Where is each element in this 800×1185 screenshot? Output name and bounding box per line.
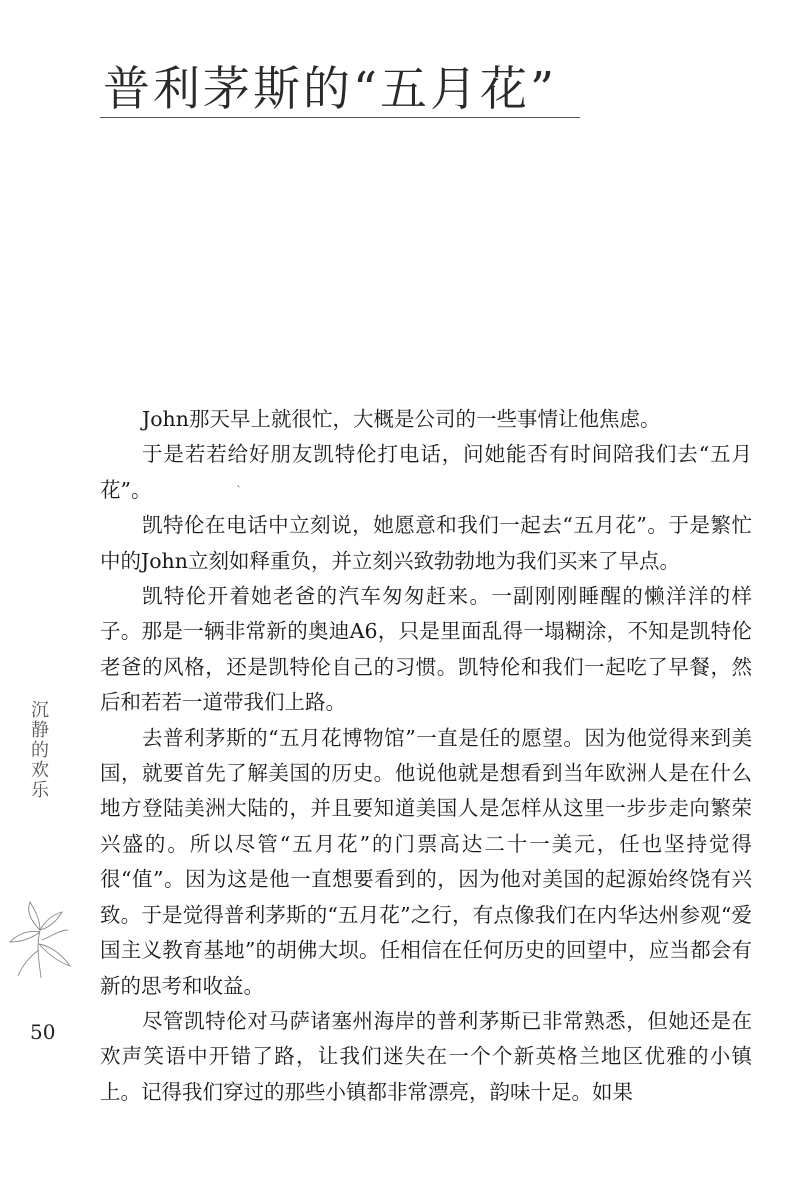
paragraph: 去普利茅斯的“五月花博物馆”一直是任的愿望。因为他觉得来到美国，就要首先了解美国的历史。他说他就是想看到当年欧洲人是在什么地方登陆美洲大陆的，并且要知道美国人是怎样从这里一步步走向繁荣兴盛的。所以尽管“五月花”的门票高达二十一美元，任也坚持觉得很“值”。因为这是他一直想要看到的，因为他对美国的起源始终饶有兴致。于是觉得普利茅斯的“五月花”之行，有点像我们在内华达州参观“爱国主义教育基地”的胡佛大坝。任相信在任何历史的回望中，应当都会有新的思考和收益。: [100, 725, 752, 998]
paragraph: 尽管凯特伦对马萨诸塞州海岸的普利茅斯已非常熟悉，但她还是在欢声笑语中开错了路，让我们迷失在一个个新英格兰地区优雅的小镇上。记得我们穿过的那些小镇都非常漂亮，韵味十足。如果: [100, 1008, 752, 1104]
paragraph: 于是若若给好朋友凯特伦打电话，问她能否有时间陪我们去“五月花”。: [100, 442, 752, 502]
page-number: 50: [30, 1020, 56, 1044]
paragraph: 凯特伦开着她老爸的汽车匆匆赶来。一副刚刚睡醒的懒洋洋的样子。那是一辆非常新的奥迪A6，只是里面乱得一塌糊涂，不知是凯特伦老爸的风格，还是凯特伦自己的习惯。凯特伦和我们一起吃了早餐，然后和若若一道带我们上路。: [100, 584, 752, 715]
stray-mark: ˋ: [236, 484, 242, 498]
chapter-title: 普利茅斯的“五月花”: [103, 62, 558, 117]
flower-ornament-icon: [6, 900, 76, 980]
book-title-vertical: 沉静的欢乐: [28, 700, 49, 800]
paragraph: 凯特伦在电话中立刻说，她愿意和我们一起去“五月花”。于是繁忙中的John立刻如释重负，并立刻兴致勃勃地为我们买来了早点。: [100, 513, 752, 573]
body-text: [100, 402, 752, 1110]
title-underline: [100, 117, 580, 118]
paragraph: John那天早上就很忙，大概是公司的一些事情让他焦虑。: [142, 407, 661, 431]
